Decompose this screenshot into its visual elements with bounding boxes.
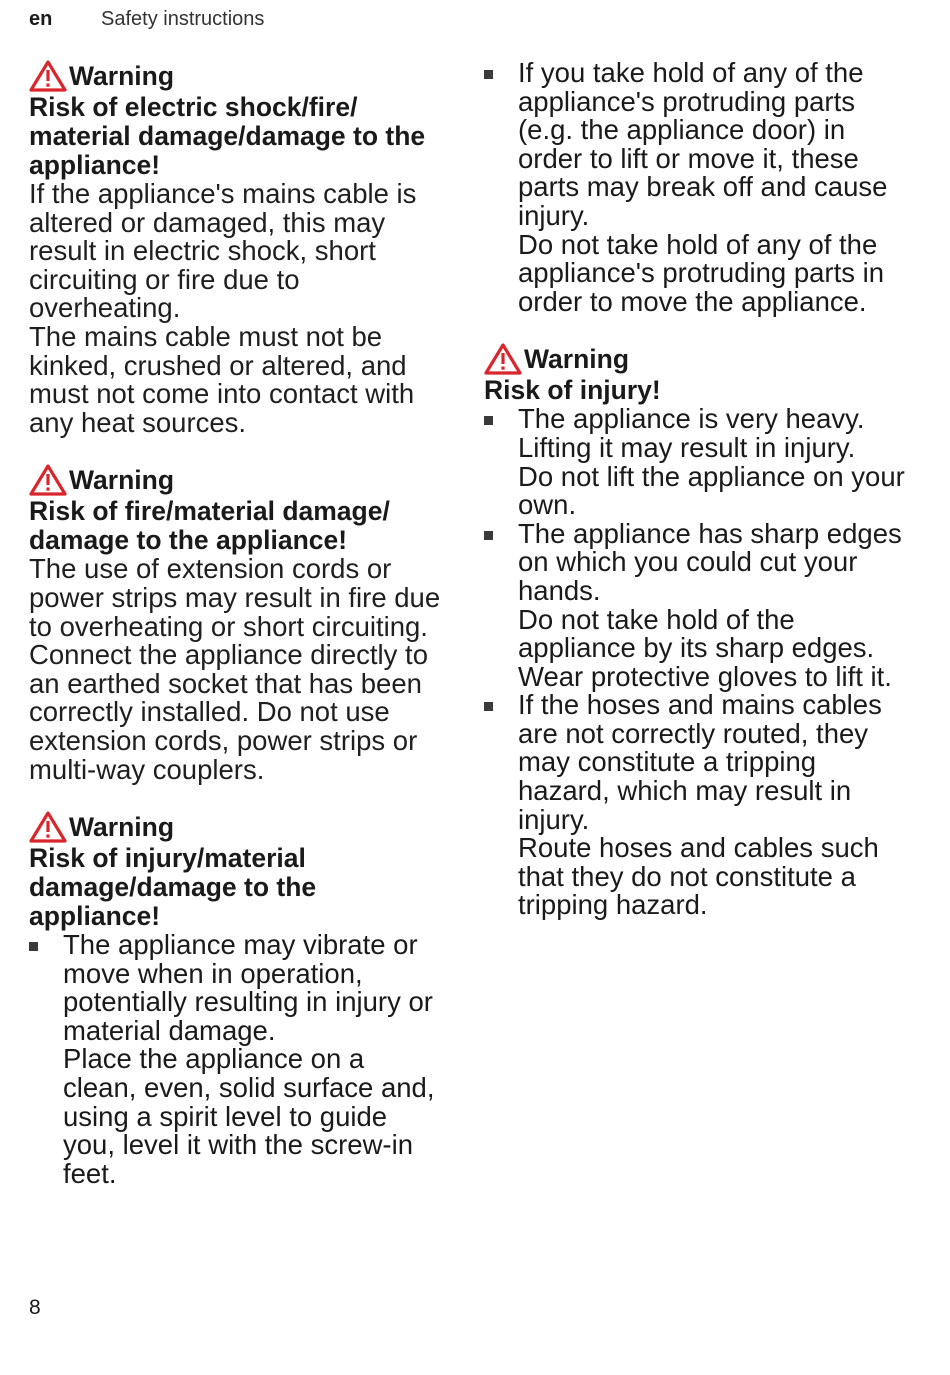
left-column [29, 59, 444, 1214]
list-item [484, 405, 914, 519]
bullet-text: If the hoses and mains cables are not correctly routed, they may constitute a tripping hazard, which may result in injury. [518, 689, 882, 835]
bullet-list [484, 405, 914, 920]
warning-label: Warning [69, 61, 175, 91]
square-bullet-icon [484, 70, 493, 79]
list-item [29, 931, 444, 1188]
risk-title: Risk of injury/material damage/damage to the appliance! [29, 843, 317, 932]
warning-label: Warning [524, 344, 630, 375]
bullet-action: Do not lift the appliance on your own. [518, 460, 905, 521]
risk-title: Risk of fire/material damage/ damage to the appliance! [29, 496, 390, 556]
risk-title: Risk of electric shock/fire/ material damage/damage to the appliance! [29, 92, 426, 180]
bullet-action: Place the appliance on a clean, even, solid surface and, using a spirit level to guide you, level it with the screw-in feet. [63, 1043, 435, 1189]
language-code: en [29, 8, 53, 30]
list-item [484, 517, 914, 692]
warning-triangle-icon [484, 343, 522, 375]
bullet-text: The appliance has sharp edges on which you could cut your hands. [518, 517, 902, 606]
bullet-text: If you take hold of any of the appliance's protruding parts (e.g. the appliance door) in order to lift or move it, these parts may break off and cause injury. [518, 57, 888, 231]
warning-triangle-icon [29, 60, 67, 92]
square-bullet-icon [484, 416, 493, 425]
warning-heading [29, 59, 444, 93]
bullet-action: Route hoses and cables such that they do not constitute a tripping hazard. [518, 832, 879, 921]
warning-block-electric-shock [29, 59, 444, 437]
warning-label: Warning [69, 812, 175, 843]
warning-label: Warning [69, 465, 175, 496]
list-item [484, 691, 914, 920]
risk-title: Risk of injury! [484, 375, 661, 406]
page-header [29, 8, 264, 34]
section-title: Safety instructions [101, 8, 265, 30]
square-bullet-icon [484, 531, 493, 540]
warning-text [29, 180, 444, 437]
bullet-text: The appliance may vibrate or move when in operation, potentially resulting in injury or material damage. [63, 929, 433, 1046]
bullet-action: Do not take hold of the appliance by its sharp edges. Wear protective gloves to lift it. [518, 603, 892, 692]
right-column [484, 59, 914, 946]
bullet-list [29, 931, 444, 1188]
warning-block-vibration [29, 810, 444, 1188]
square-bullet-icon [29, 942, 38, 951]
warning-block-extension-cords [29, 463, 444, 784]
square-bullet-icon [484, 702, 493, 711]
warning-text [29, 555, 444, 784]
bullet-list [484, 59, 914, 316]
warning-paragraph: If the appliance's mains cable is altered or damaged, this may result in electric shock, short circuiting or fire due to overheating. [29, 178, 417, 324]
warning-heading [29, 463, 444, 497]
warning-paragraph: Connect the appliance directly to an earthed socket that has been correctly installed. Do not use extension cords, power strips or multi-way couplers. [29, 639, 428, 785]
warning-heading [29, 810, 444, 844]
bullet-action: Do not take hold of any of the appliance's protruding parts in order to move the appliance. [518, 228, 885, 317]
warning-triangle-icon [29, 811, 67, 843]
warning-paragraph: The use of extension cords or power strips may result in fire due to overheating or short circuiting. [29, 553, 441, 642]
warning-paragraph: The mains cable must not be kinked, crushed or altered, and must not come into contact with any heat sources. [29, 320, 415, 438]
warning-block-injury [484, 342, 914, 920]
list-item [484, 59, 914, 316]
warning-triangle-icon [29, 464, 67, 496]
warning-block-continued [484, 59, 914, 316]
warning-heading [484, 342, 914, 376]
page-number: 8 [29, 1296, 41, 1319]
bullet-text: The appliance is very heavy. Lifting it may result in injury. [518, 403, 865, 463]
